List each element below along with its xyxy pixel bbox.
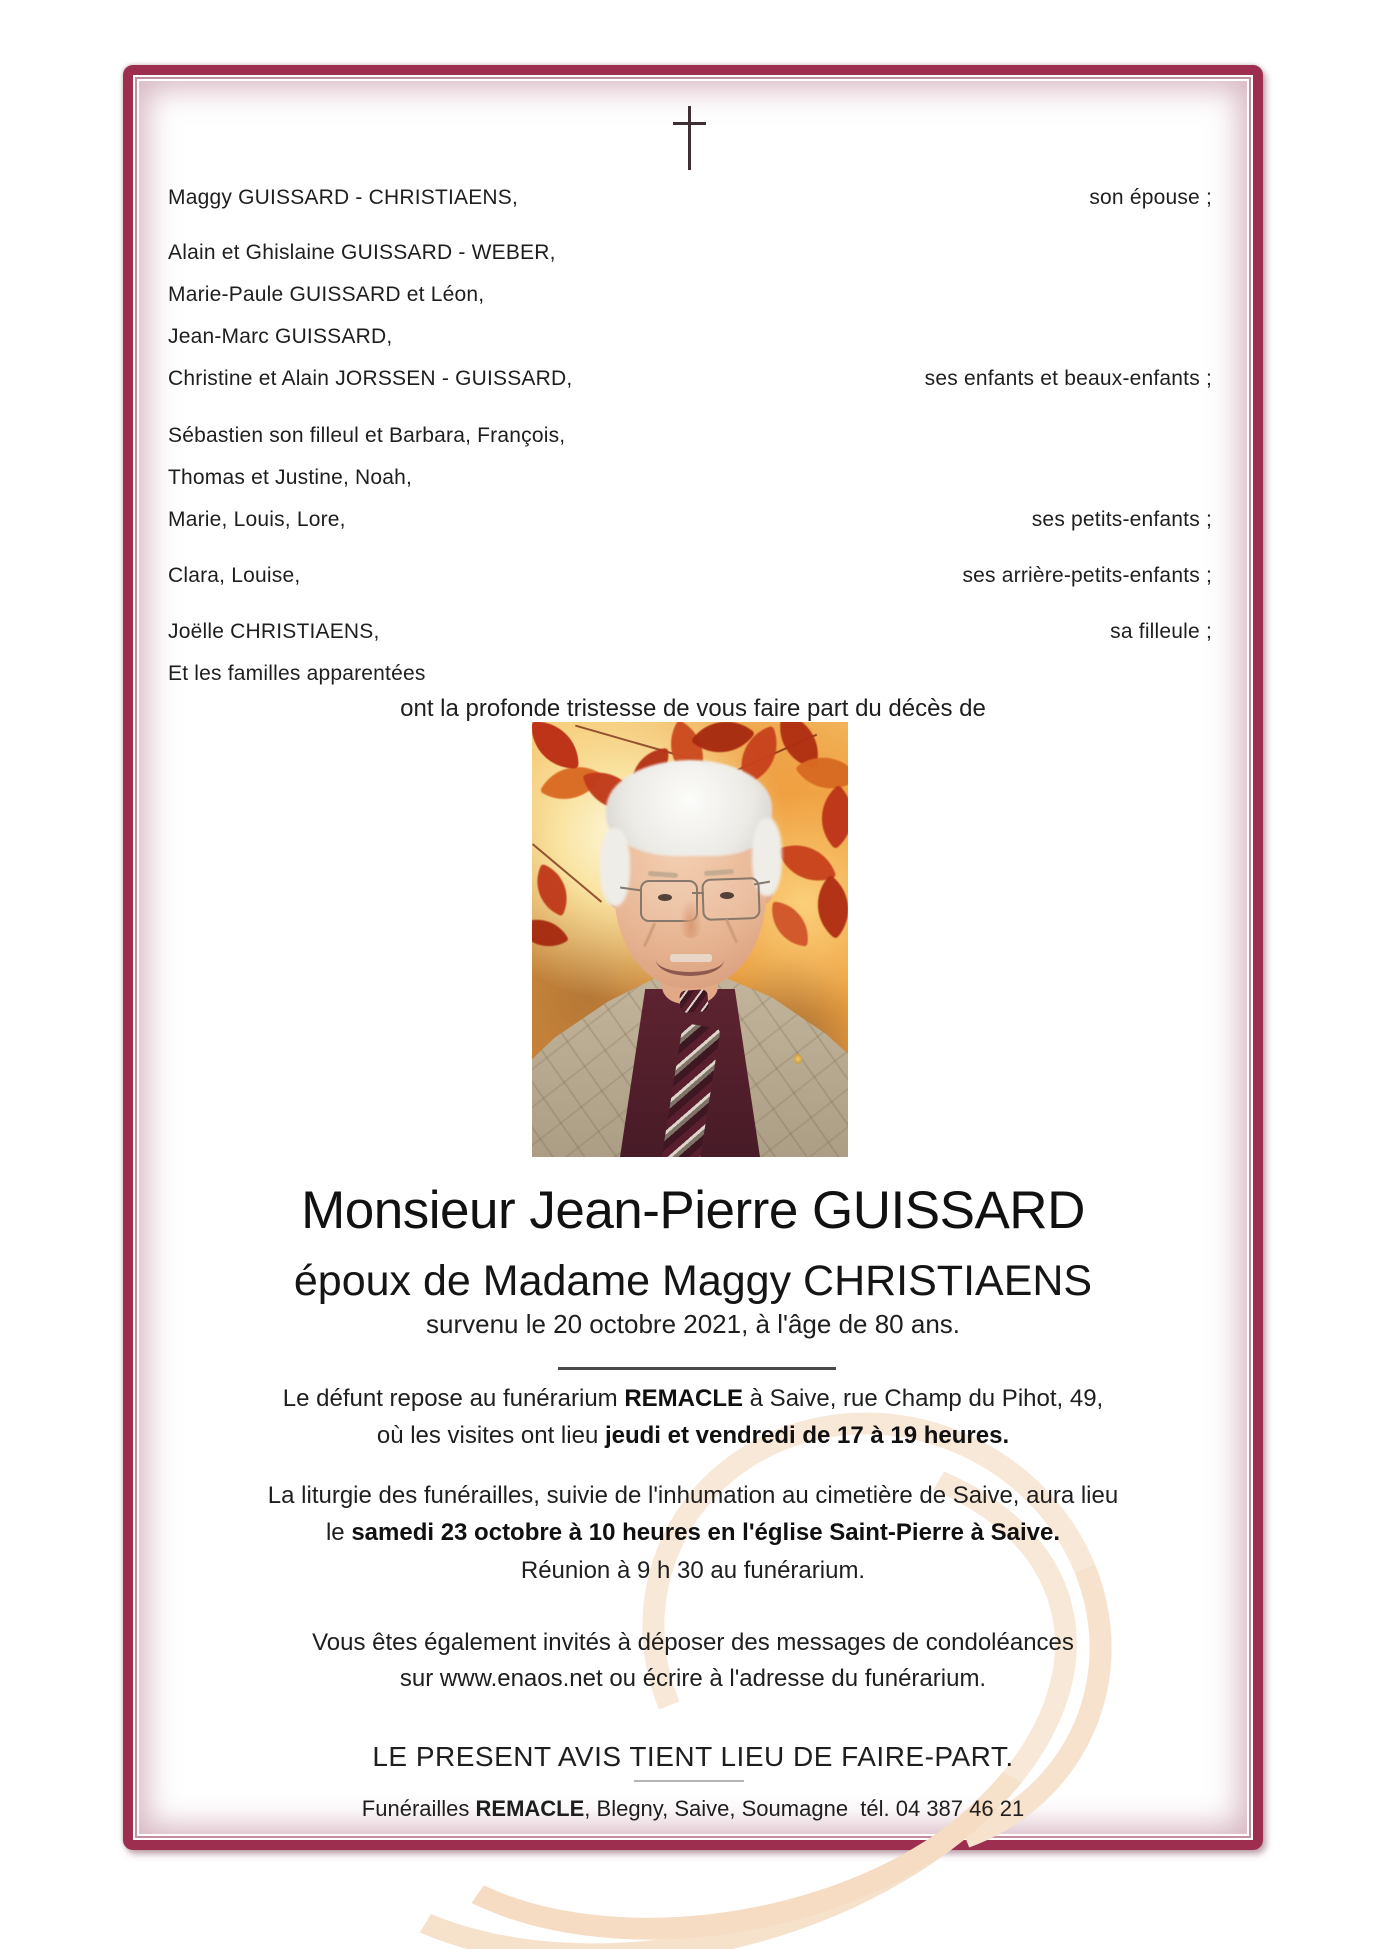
section-divider: [558, 1367, 836, 1370]
nose: [680, 898, 702, 938]
spouse-line: époux de Madame Maggy CHRISTIAENS: [293, 1257, 1093, 1305]
relation-label: sa filleule ;: [1110, 620, 1212, 643]
website-line: sur www.enaos.net ou écrire à l'adresse du funérarium.: [399, 1665, 987, 1692]
family-row: [168, 662, 1212, 686]
relation-label: son épouse ;: [1089, 186, 1212, 209]
man-figure: [532, 722, 848, 1157]
liturgy-line: La liturgie des funérailles, suivie de l'inhumation au cimetière de Saive, aura lieu: [267, 1482, 1119, 1509]
relation-label: ses petits-enfants ;: [1031, 508, 1212, 531]
family-row: [168, 424, 1212, 448]
family-row: [168, 620, 1212, 644]
ceremony-date-line: le samedi 23 octobre à 10 heures en l'église Saint-Pierre à Saive.: [325, 1519, 1061, 1546]
reunion-line: Réunion à 9 h 30 au funérarium.: [520, 1557, 866, 1584]
death-date-line: survenu le 20 octobre 2021, à l'âge de 80 ans.: [425, 1309, 960, 1339]
condolences-line: Vous êtes également invités à déposer des messages de condoléances: [312, 1629, 1074, 1656]
tie-knot: [679, 989, 708, 1013]
family-names: Sébastien son filleul et Barbara, François,: [168, 424, 566, 447]
glasses-right-lens: [701, 877, 760, 921]
family-row: [168, 466, 1212, 490]
eye: [658, 894, 672, 901]
cross-horizontal-bar: [673, 122, 706, 125]
visits-line: où les visites ont lieu jeudi et vendredi de 17 à 19 heures.: [376, 1422, 1010, 1449]
family-names: Thomas et Justine, Noah,: [168, 466, 413, 489]
lapel-pin: [794, 1054, 802, 1064]
announcement-intro: ont la profonde tristesse de vous faire part du décès de: [400, 695, 986, 722]
relation-label: ses enfants et beaux-enfants ;: [924, 367, 1212, 390]
deceased-name-title: Monsieur Jean-Pierre GUISSARD: [301, 1181, 1085, 1240]
peach-flourish-watermark: [280, 1390, 1220, 1850]
white-hair: [606, 760, 772, 856]
family-row: [168, 508, 1212, 532]
family-row: [168, 325, 1212, 349]
repose-line: Le défunt repose au funérarium REMACLE à Saive, rue Champ du Pihot, 49,: [282, 1385, 1104, 1412]
family-row: [168, 241, 1212, 265]
teeth: [670, 954, 712, 962]
family-names: Joëlle CHRISTIAENS,: [168, 620, 380, 643]
family-names: Jean-Marc GUISSARD,: [168, 325, 393, 348]
white-hair-side: [600, 828, 630, 906]
funeral-home-footer: Funérailles REMACLE, Blegny, Saive, Soumagne tél. 04 387 46 21: [361, 1796, 1025, 1821]
footer-divider: [634, 1780, 744, 1782]
family-row: [168, 367, 1212, 391]
glasses-bridge: [692, 892, 704, 894]
family-names: Maggy GUISSARD - CHRISTIAENS,: [168, 186, 519, 209]
family-names: Christine et Alain JORSSEN - GUISSARD,: [168, 367, 573, 390]
faire-part-notice-line: LE PRESENT AVIS TIENT LIEU DE FAIRE-PART.: [372, 1741, 1014, 1772]
family-row: [168, 186, 1212, 210]
portrait-photo: [532, 722, 848, 1157]
family-names: Clara, Louise,: [168, 564, 301, 587]
family-names: Marie, Louis, Lore,: [168, 508, 346, 531]
cross-vertical-bar: [688, 106, 691, 170]
family-names: Marie-Paule GUISSARD et Léon,: [168, 283, 485, 306]
eye: [720, 892, 734, 899]
cross-icon: [673, 106, 706, 172]
family-names: Alain et Ghislaine GUISSARD - WEBER,: [168, 241, 556, 264]
family-row: [168, 283, 1212, 307]
family-names: Et les familles apparentées: [168, 662, 426, 685]
family-row: [168, 564, 1212, 588]
relation-label: ses arrière-petits-enfants ;: [962, 564, 1212, 587]
